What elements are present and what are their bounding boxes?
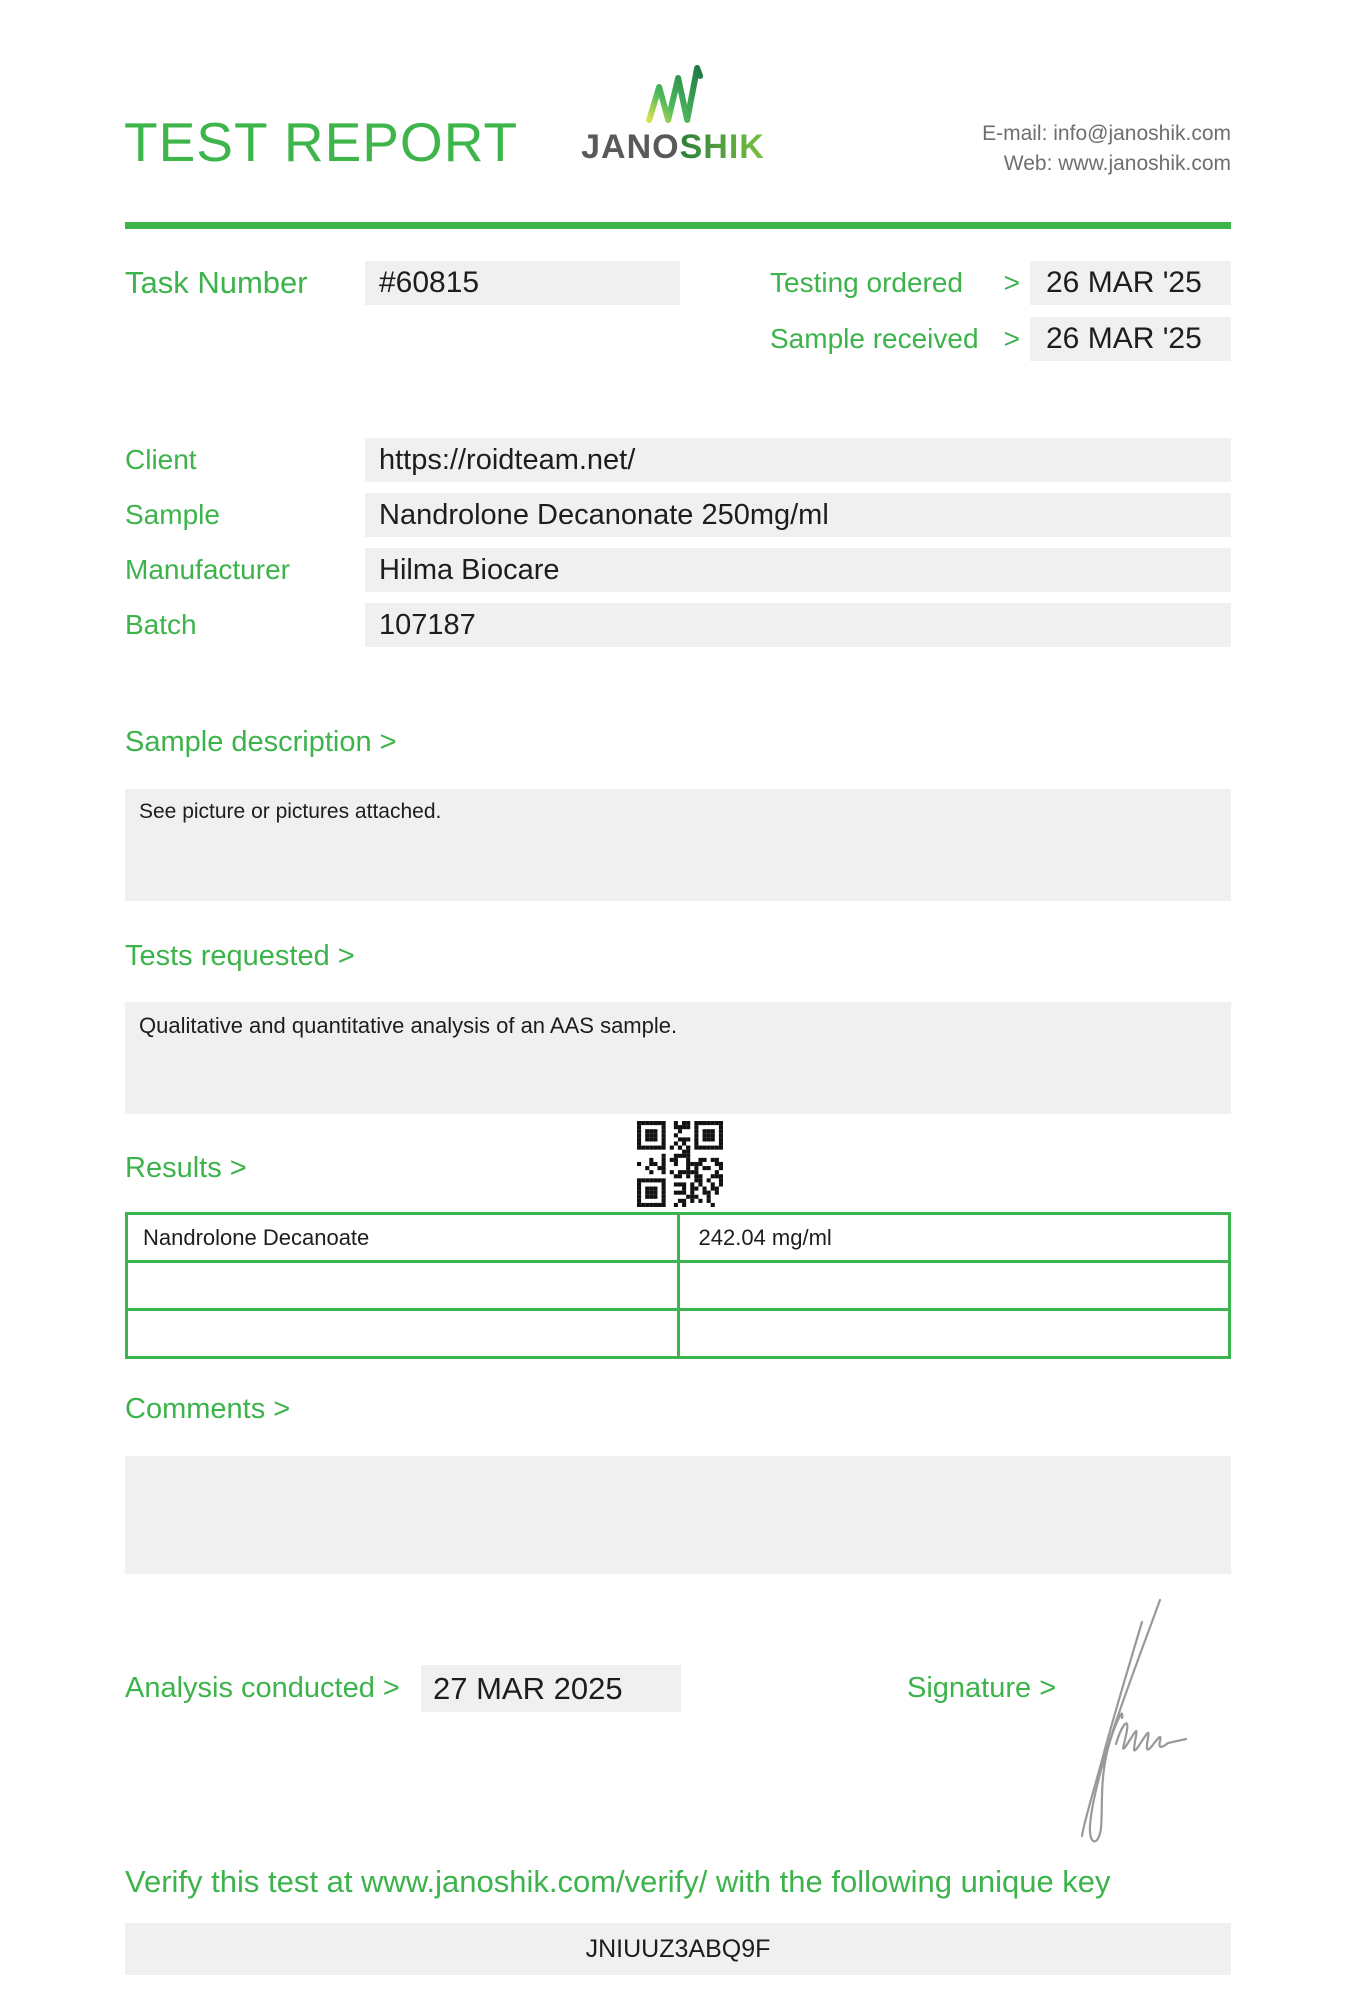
page-title: TEST REPORT bbox=[124, 111, 519, 173]
testing-ordered-row bbox=[770, 261, 1020, 305]
result-value: 242.04 mg/ml bbox=[678, 1214, 1230, 1262]
signature-image bbox=[1072, 1592, 1197, 1852]
unique-key: JNIUUZ3ABQ9F bbox=[125, 1923, 1231, 1975]
testing-ordered-date: 26 MAR '25 bbox=[1030, 261, 1231, 305]
task-number-label: Task Number bbox=[125, 265, 308, 300]
analysis-conducted-date: 27 MAR 2025 bbox=[421, 1665, 681, 1712]
results-row bbox=[127, 1262, 1230, 1310]
sample-received-arrow: > bbox=[1003, 323, 1020, 354]
results-table bbox=[125, 1212, 1231, 1359]
sample-label: Sample bbox=[125, 499, 220, 530]
result-substance bbox=[127, 1310, 679, 1358]
logo-chart-icon bbox=[641, 60, 705, 126]
signature-label: Signature > bbox=[907, 1672, 1057, 1704]
logo-text-jano: JANO bbox=[581, 128, 680, 166]
sample-value: Nandrolone Decanonate 250mg/ml bbox=[365, 493, 1231, 537]
qr-code bbox=[637, 1121, 723, 1207]
comments-box bbox=[125, 1456, 1231, 1574]
batch-value: 107187 bbox=[365, 603, 1231, 647]
result-substance bbox=[127, 1262, 679, 1310]
analysis-conducted-label: Analysis conducted > bbox=[125, 1672, 400, 1704]
comments-heading: Comments > bbox=[125, 1393, 291, 1425]
tests-requested-text: Qualitative and quantitative analysis of an AAS sample. bbox=[139, 1013, 678, 1038]
manufacturer-value: Hilma Biocare bbox=[365, 548, 1231, 592]
sample-received-row bbox=[770, 317, 1020, 361]
janoshik-logo bbox=[581, 60, 765, 167]
logo-text-shik: SHIK bbox=[679, 128, 765, 166]
batch-label: Batch bbox=[125, 609, 197, 640]
results-row bbox=[127, 1310, 1230, 1358]
task-number-value: #60815 bbox=[365, 261, 680, 305]
testing-ordered-label: Testing ordered bbox=[770, 267, 964, 298]
verify-instruction: Verify this test at www.janoshik.com/verify/ with the following unique key bbox=[125, 1864, 1111, 1899]
contact-web: Web: www.janoshik.com bbox=[1003, 152, 1231, 175]
tests-requested-box bbox=[125, 1002, 1231, 1114]
sample-description-box bbox=[125, 789, 1231, 901]
sample-description-text: See picture or pictures attached. bbox=[139, 800, 442, 823]
result-substance: Nandrolone Decanoate bbox=[127, 1214, 679, 1262]
client-value: https://roidteam.net/ bbox=[365, 438, 1231, 482]
result-value bbox=[678, 1310, 1230, 1358]
header-divider bbox=[125, 222, 1231, 229]
client-label: Client bbox=[125, 444, 197, 475]
results-heading: Results > bbox=[125, 1152, 247, 1184]
contact-info bbox=[982, 119, 1231, 179]
testing-ordered-arrow: > bbox=[1003, 267, 1020, 298]
contact-email: E-mail: info@janoshik.com bbox=[982, 122, 1231, 145]
manufacturer-label: Manufacturer bbox=[125, 554, 290, 585]
sample-received-label: Sample received bbox=[770, 323, 979, 354]
sample-description-heading: Sample description > bbox=[125, 726, 397, 758]
result-value bbox=[678, 1262, 1230, 1310]
tests-requested-heading: Tests requested > bbox=[125, 940, 355, 972]
sample-received-date: 26 MAR '25 bbox=[1030, 317, 1231, 361]
results-row bbox=[127, 1214, 1230, 1262]
logo-wordmark bbox=[581, 128, 765, 167]
